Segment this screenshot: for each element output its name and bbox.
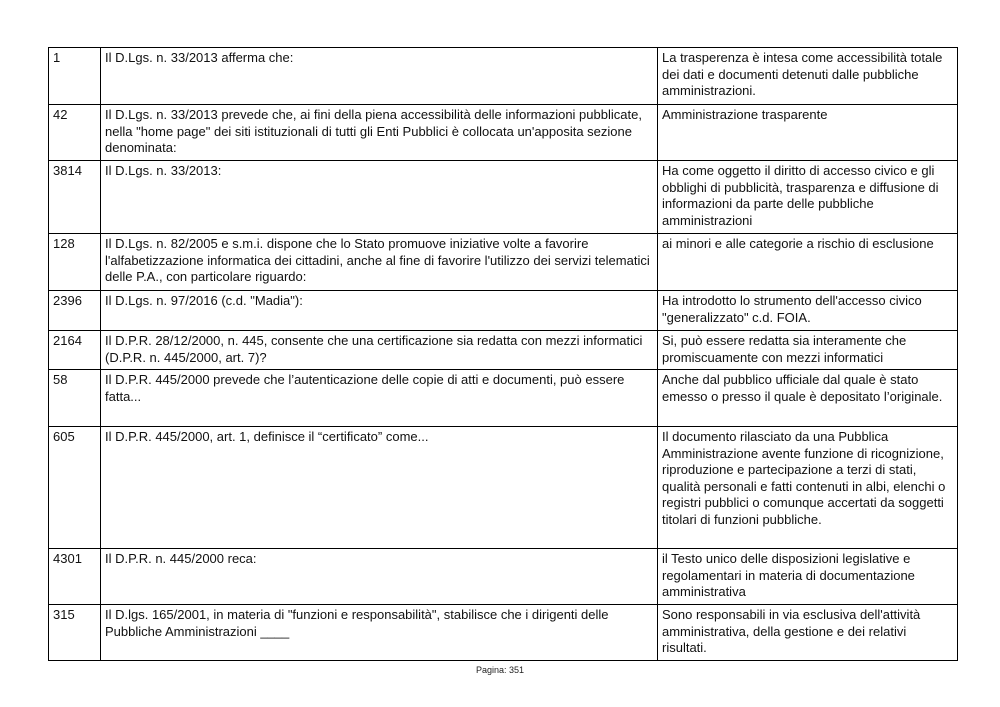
row-question: Il D.P.R. 445/2000 prevede che l’autenticazione delle copie di atti e documenti, può essere fatta...	[101, 370, 658, 427]
row-question: Il D.lgs. 165/2001, in materia di "funzioni e responsabilità", stabilisce che i dirigenti delle Pubbliche Amministrazioni ____	[101, 605, 658, 661]
row-question: Il D.P.R. 445/2000, art. 1, definisce il “certificato” come...	[101, 427, 658, 549]
row-number: 315	[49, 605, 101, 661]
document-page	[48, 47, 957, 661]
row-question: Il D.Lgs. n. 97/2016 (c.d. "Madia"):	[101, 291, 658, 331]
page-number: Pagina: 351	[475, 665, 525, 675]
row-number: 2396	[49, 291, 101, 331]
row-number: 1	[49, 48, 101, 105]
table-row	[49, 105, 958, 161]
row-answer: Ha come oggetto il diritto di accesso civico e gli obblighi di pubblicità, trasparenza e diffusione di informazioni da parte delle pubbliche amministrazioni	[658, 161, 958, 234]
row-question: Il D.P.R. n. 445/2000 reca:	[101, 549, 658, 605]
table-row	[49, 291, 958, 331]
row-answer: Sono responsabili in via esclusiva dell'attività amministrativa, della gestione e dei relativi risultati.	[658, 605, 958, 661]
row-number: 128	[49, 234, 101, 291]
row-answer: La trasperenza è intesa come accessibilità totale dei dati e documenti detenuti dalle pubbliche amministrazioni.	[658, 48, 958, 105]
table-row	[49, 427, 958, 549]
row-answer: Amministrazione trasparente	[658, 105, 958, 161]
row-answer: Il documento rilasciato da una Pubblica Amministrazione avente funzione di ricognizione, riproduzione e partecipazione a terzi di stati, qualità personali e fatti contenuti in albi, elenchi o registri pubblici o comunque accertati da soggetti titolari di funzioni pubbliche.	[658, 427, 958, 549]
table-row	[49, 549, 958, 605]
row-answer: il Testo unico delle disposizioni legislative e regolamentari in materia di documentazione amministrativa	[658, 549, 958, 605]
row-number: 3814	[49, 161, 101, 234]
row-question: Il D.Lgs. n. 82/2005 e s.m.i. dispone che lo Stato promuove iniziative volte a favorire l'alfabetizzazione informatica dei cittadini, anche al fine di favorire l'utilizzo dei servizi telematici delle P.A., con particolare riguardo:	[101, 234, 658, 291]
table-row	[49, 370, 958, 427]
row-number: 42	[49, 105, 101, 161]
row-answer: Anche dal pubblico ufficiale dal quale è stato emesso o presso il quale è depositato l’originale.	[658, 370, 958, 427]
table-row	[49, 234, 958, 291]
question-table	[48, 47, 958, 661]
row-number: 605	[49, 427, 101, 549]
table-row	[49, 48, 958, 105]
row-question: Il D.Lgs. n. 33/2013 afferma che:	[101, 48, 658, 105]
row-number: 58	[49, 370, 101, 427]
row-answer: ai minori e alle categorie a rischio di esclusione	[658, 234, 958, 291]
row-question: Il D.P.R. 28/12/2000, n. 445, consente che una certificazione sia redatta con mezzi informatici (D.P.R. n. 445/2000, art. 7)?	[101, 331, 658, 370]
row-number: 4301	[49, 549, 101, 605]
row-answer: Ha introdotto lo strumento dell'accesso civico "generalizzato" c.d. FOIA.	[658, 291, 958, 331]
table-row	[49, 605, 958, 661]
row-question: Il D.Lgs. n. 33/2013 prevede che, ai fini della piena accessibilità delle informazioni pubblicate, nella "home page" dei siti istituzionali di tutti gli Enti Pubblici è collocata un'apposita sezione denominata:	[101, 105, 658, 161]
row-answer: Si, può essere redatta sia interamente che promiscuamente con mezzi informatici	[658, 331, 958, 370]
row-question: Il D.Lgs. n. 33/2013:	[101, 161, 658, 234]
table-row	[49, 331, 958, 370]
row-number: 2164	[49, 331, 101, 370]
table-row	[49, 161, 958, 234]
